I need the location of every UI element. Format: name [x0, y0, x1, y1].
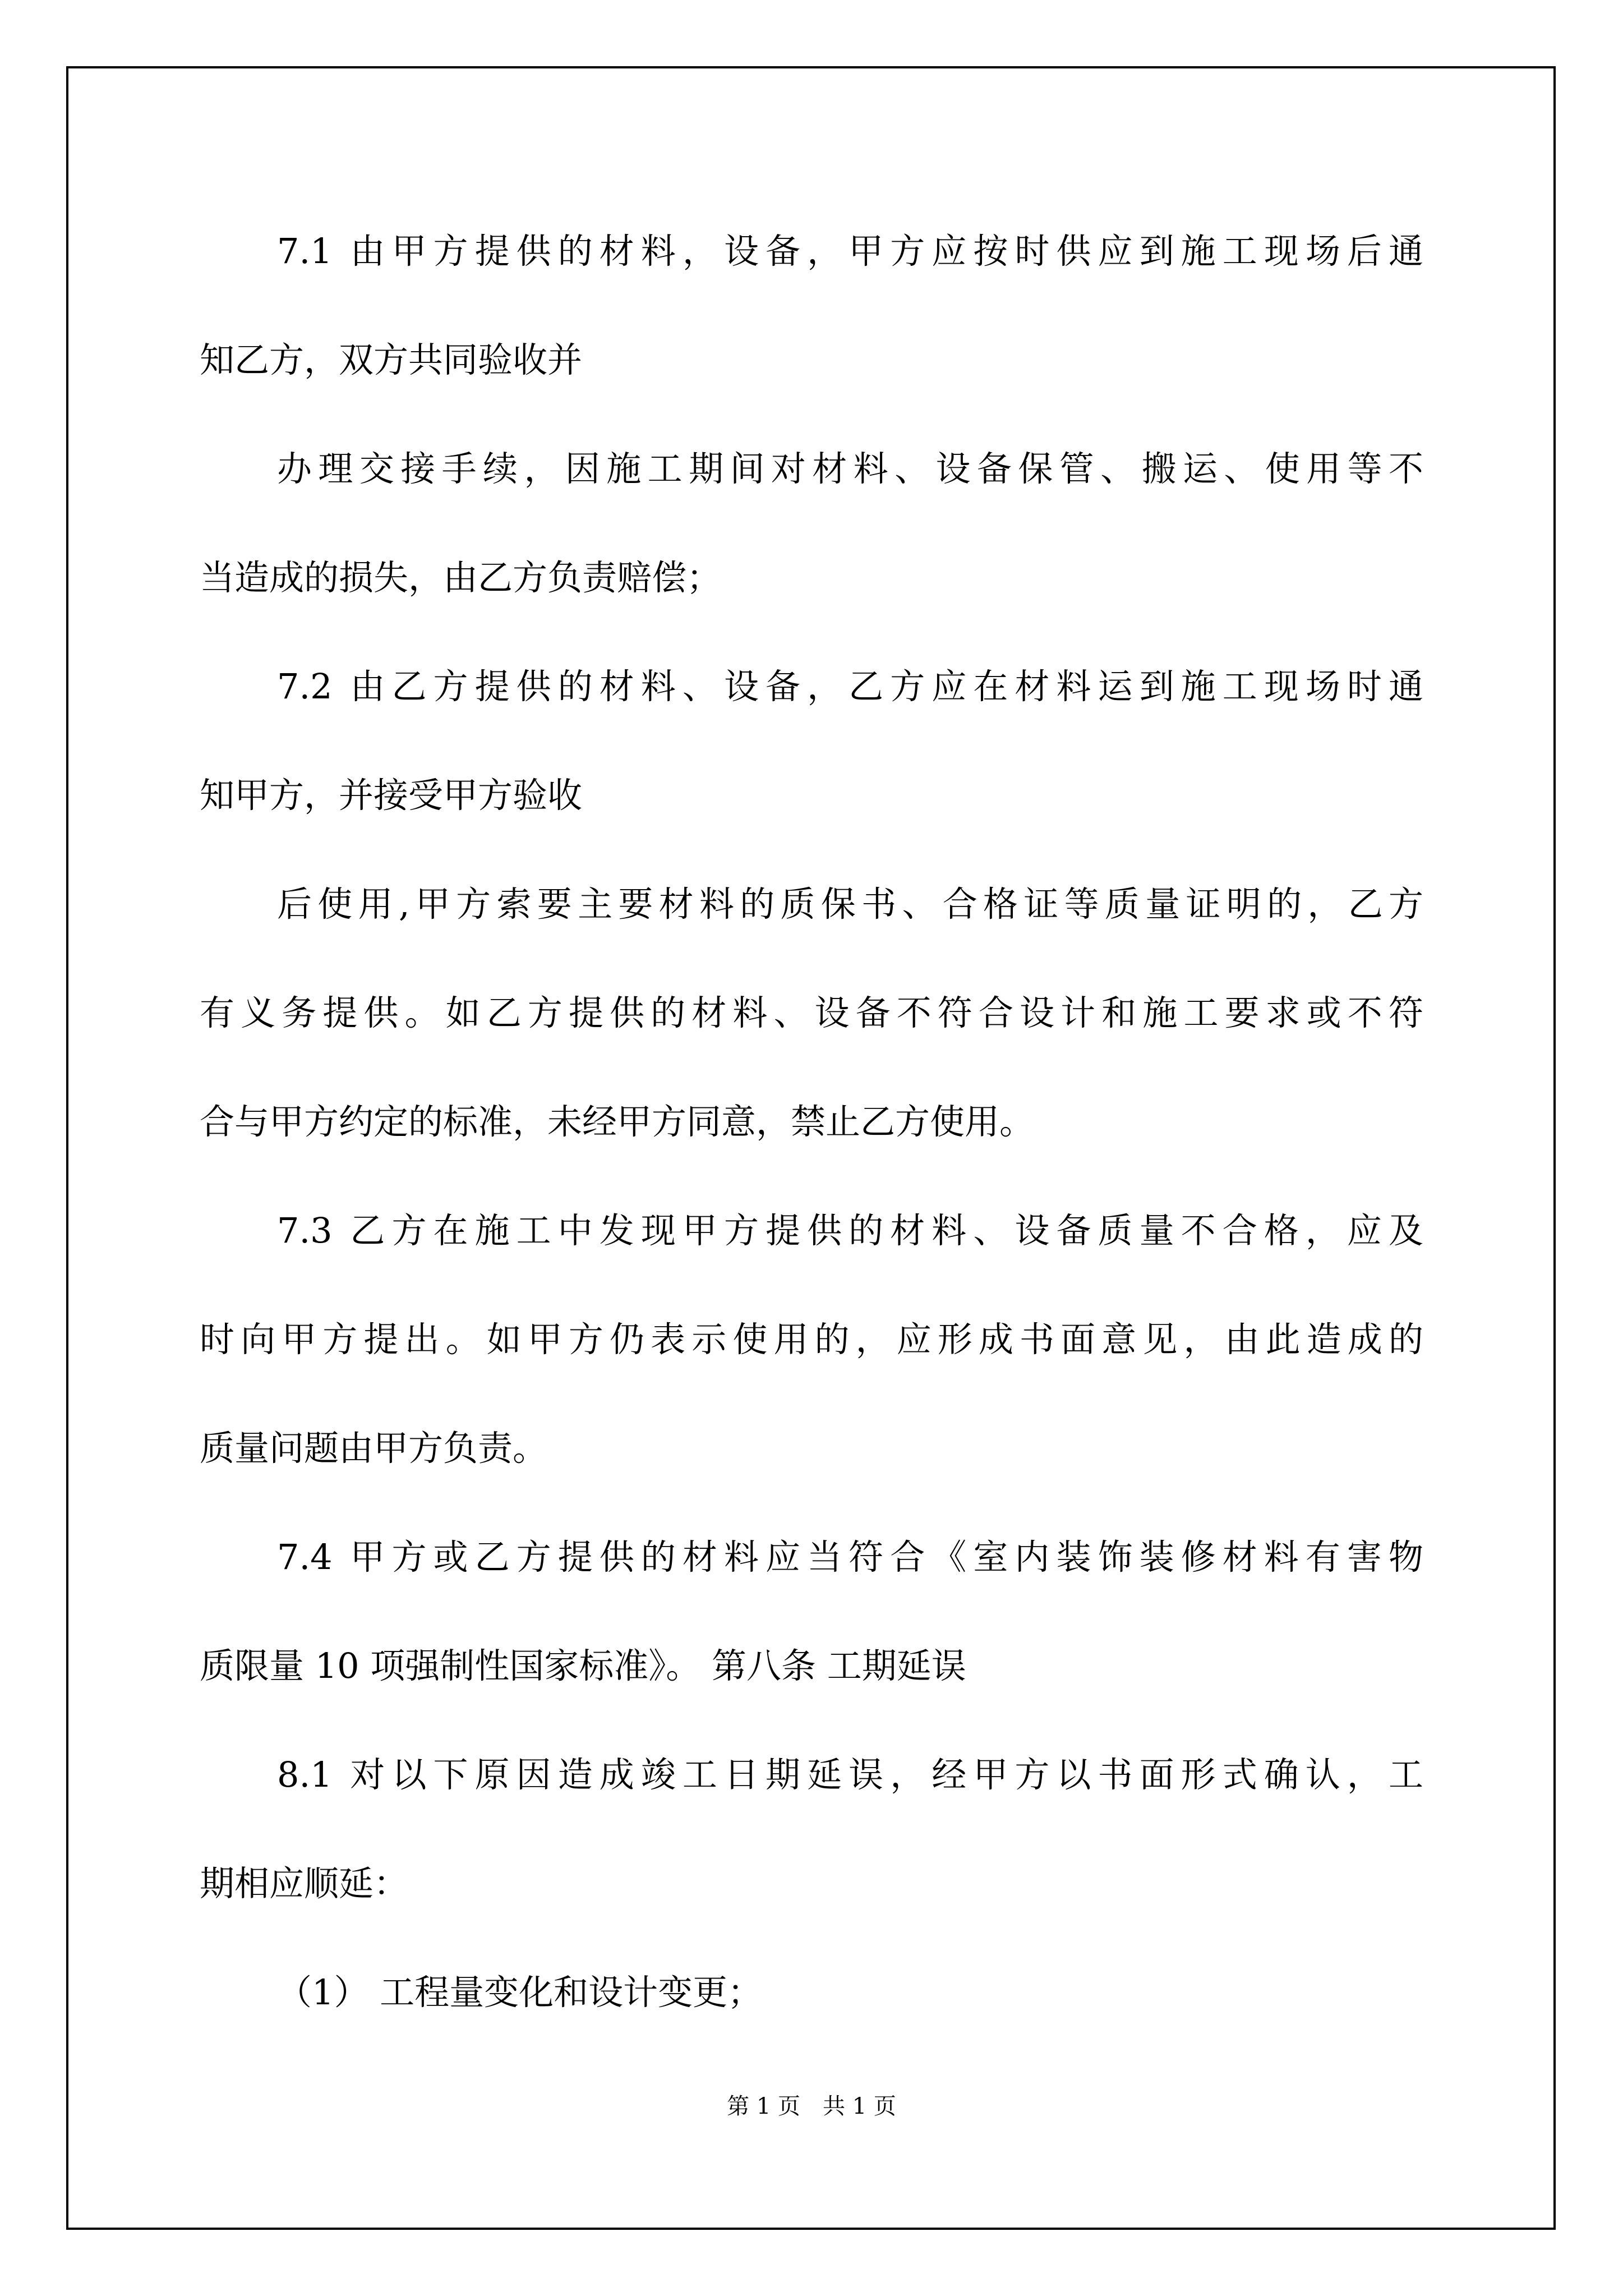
paragraph-usage-line-1: 后使用,甲方索要主要材料的质保书、合格证等质量证明的，乙方	[277, 884, 1423, 924]
paragraph-7-1-line-1: 7.1 由甲方提供的材料，设备，甲方应按时供应到施工现场后通	[277, 231, 1423, 272]
paragraph-handover-line-1: 办理交接手续，因施工期间对材料、设备保管、搬运、使用等不	[277, 448, 1423, 489]
page-total: 共 1 页	[823, 2093, 896, 2119]
paragraph-7-3-line-3: 质量问题由甲方负责。	[200, 1428, 548, 1469]
paragraph-7-3-line-2: 时向甲方提出。如甲方仍表示使用的，应形成书面意见，由此造成的	[200, 1319, 1423, 1360]
paragraph-7-2-line-2: 知甲方，并接受甲方验收	[200, 775, 583, 816]
paragraph-7-1-line-2: 知乙方，双方共同验收并	[200, 339, 583, 380]
page-number: 第 1 页	[727, 2093, 800, 2119]
paragraph-7-3-line-1: 7.3 乙方在施工中发现甲方提供的材料、设备质量不合格，应及	[277, 1210, 1423, 1251]
paragraph-handover-line-2: 当造成的损失，由乙方负责赔偿；	[200, 557, 722, 598]
paragraph-8-1-line-2: 期相应顺延：	[200, 1863, 409, 1904]
paragraph-7-4-line-2: 质限量 10 项强制性国家标准》。 第八条 工期延误	[200, 1645, 966, 1686]
paragraph-usage-line-2: 有义务提供。如乙方提供的材料、设备不符合设计和施工要求或不符	[200, 992, 1423, 1033]
page-footer	[0, 2090, 1623, 2123]
paragraph-usage-line-3: 合与甲方约定的标准，未经甲方同意，禁止乙方使用。	[200, 1101, 1035, 1142]
list-item-1: （1） 工程量变化和设计变更；	[277, 1972, 763, 2013]
paragraph-7-4-line-1: 7.4 甲方或乙方提供的材料应当符合《室内装饰装修材料有害物	[277, 1536, 1423, 1577]
paragraph-8-1-line-1: 8.1 对以下原因造成竣工日期延误，经甲方以书面形式确认，工	[277, 1754, 1423, 1795]
paragraph-7-2-line-1: 7.2 由乙方提供的材料、设备，乙方应在材料运到施工现场时通	[277, 666, 1423, 707]
